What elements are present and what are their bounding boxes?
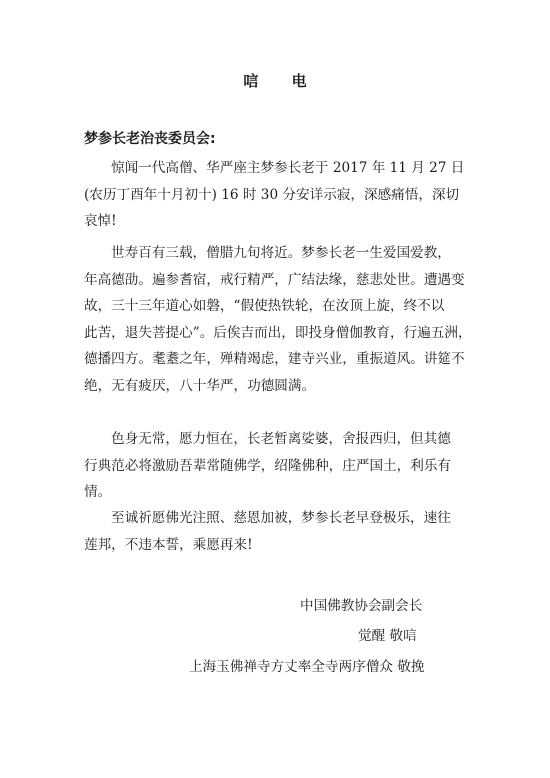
- paragraph-prayer: [84, 505, 468, 558]
- signature-organization: 上海玉佛禅寺方丈率全寺两序僧众 敬挽: [189, 659, 425, 675]
- paragraph-line: 行典范必将激励吾辈常随佛学，绍隆佛种，庄严国土，利乐有: [84, 457, 452, 474]
- paragraph-biography: [84, 240, 472, 399]
- paragraph-line: 惊闻一代高僧、华严座主梦参长老于 2017 年 11 月 27 日: [111, 160, 465, 176]
- paragraph-line: 色身无常，愿力恒在，长老暂离娑婆，舍报西归，但其德: [111, 431, 451, 447]
- paragraph-legacy: [84, 426, 468, 506]
- paragraph-line: 莲邦，不违本誓，乘愿再来!: [84, 536, 253, 553]
- paragraph-line: 情。: [84, 484, 112, 500]
- paragraph-line: 德播四方。耄耋之年，殚精竭虑，建寺兴业，重振道风。讲筵不: [84, 351, 465, 367]
- paragraph-announcement: [84, 155, 468, 235]
- paragraph-line: 故，三十三年道心如磐，“假使热铁轮，在汝顶上旋，终不以: [84, 298, 445, 314]
- signature-name: 觉醒 敬唁: [358, 628, 417, 644]
- paragraph-line: (农历丁酉年十月初十) 16 时 30 分安详示寂，深感痛悟，深切: [84, 186, 460, 203]
- paragraph-line: 至诚祈愿佛光注照、慈恩加被，梦参长老早登极乐，速往: [111, 510, 451, 526]
- paragraph-line: 此苦，退失菩提心”。后俟吉而出，即投身僧伽教育，行遍五洲，: [84, 324, 472, 341]
- paragraph-line: 年高德劭。遍参耆宿，戒行精严，广结法缘，慈悲处世。遭遇变: [84, 271, 465, 288]
- document-title: 唁 电: [243, 72, 321, 90]
- paragraph-line: 哀悼!: [84, 213, 117, 229]
- paragraph-line: 世寿百有三载，僧腊九旬将近。梦参长老一生爱国爱教，: [111, 245, 451, 261]
- paragraph-line: 绝，无有疲厌，八十华严，功德圆满。: [84, 377, 316, 394]
- signature-title: 中国佛教协会副会长: [300, 598, 423, 614]
- addressee-line: 梦参长老治丧委员会:: [84, 131, 216, 147]
